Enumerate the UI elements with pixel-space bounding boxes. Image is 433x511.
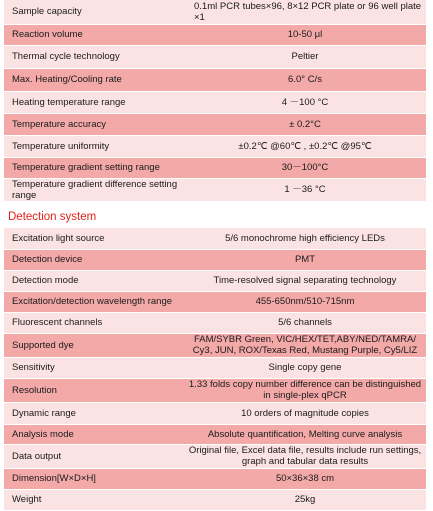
row-label: Dynamic range: [4, 402, 184, 424]
row-label: Resolution: [4, 378, 184, 402]
table-row: [4, 444, 426, 468]
row-label: Temperature gradient setting range: [4, 157, 184, 178]
row-value: 30－100°C: [184, 157, 426, 178]
row-value: Single copy gene: [184, 357, 426, 378]
table-row: [4, 68, 426, 91]
table-row: [4, 228, 426, 249]
table-row: [4, 178, 426, 201]
row-value: 5/6 monochrome high efficiency LEDs: [184, 228, 426, 249]
row-value: ± 0.2°C: [184, 113, 426, 135]
section-title: Detection system: [8, 211, 97, 223]
row-label: Supported dye: [4, 333, 184, 357]
row-label: Excitation light source: [4, 228, 184, 249]
row-label: Excitation/detection wavelength range: [4, 291, 184, 312]
row-label: Temperature accuracy: [4, 113, 184, 135]
row-label: Temperature gradient difference setting range: [4, 178, 184, 201]
row-label: Dimension[W×D×H]: [4, 468, 184, 489]
row-value: PMT: [184, 249, 426, 270]
detection-table: [4, 228, 426, 511]
table-row: [4, 312, 426, 333]
row-value: 455-650nm/510-715nm: [184, 291, 426, 312]
row-label: Fluorescent channels: [4, 312, 184, 333]
table-row: [4, 45, 426, 68]
row-value: Original file, Excel data file, results include run settings, graph and tabular data results: [184, 444, 426, 468]
table-row: [4, 24, 426, 45]
row-label: Detection mode: [4, 270, 184, 291]
table-row: [4, 91, 426, 113]
row-label: Weight: [4, 489, 184, 510]
row-label: Data output: [4, 444, 184, 468]
row-value: Time-resolved signal separating technology: [184, 270, 426, 291]
row-value: 10 orders of magnitude copies: [184, 402, 426, 424]
row-label: Max. Heating/Cooling rate: [4, 68, 184, 91]
row-value: 25kg: [184, 489, 426, 510]
row-label: Heating temperature range: [4, 91, 184, 113]
table-row: [4, 489, 426, 510]
table-row: [4, 135, 426, 157]
row-label: Analysis mode: [4, 424, 184, 444]
table-row: [4, 402, 426, 424]
row-value: 0.1ml PCR tubes×96, 8×12 PCR plate or 96 well plate ×1: [184, 0, 426, 24]
table-row: [4, 333, 426, 357]
row-value: 4 －100 °C: [184, 91, 426, 113]
table-row: [4, 378, 426, 402]
row-value: 1 －36 °C: [184, 178, 426, 201]
table-row: [4, 157, 426, 178]
row-label: Detection device: [4, 249, 184, 270]
table-row: [4, 357, 426, 378]
row-label: Thermal cycle technology: [4, 45, 184, 68]
row-value: 5/6 channels: [184, 312, 426, 333]
row-value: ±0.2℃ @60℃ , ±0.2℃ @95℃: [184, 135, 426, 157]
spec-table: [4, 0, 426, 202]
row-value: 10-50 μl: [184, 24, 426, 45]
table-row: [4, 0, 426, 24]
row-label: Sample capacity: [4, 0, 184, 24]
table-row: [4, 468, 426, 489]
row-value: 50×36×38 cm: [184, 468, 426, 489]
table-row: [4, 291, 426, 312]
table-row: [4, 113, 426, 135]
row-label: Sensitivity: [4, 357, 184, 378]
row-value: 6.0° C/s: [184, 68, 426, 91]
row-value: Peltier: [184, 45, 426, 68]
row-value: FAM/SYBR Green, VIC/HEX/TET,ABY/NED/TAMRA/ Cy3, JUN, ROX/Texas Red, Mustang Purple, Cy5/LIZ: [184, 333, 426, 357]
table-row: [4, 270, 426, 291]
table-row: [4, 249, 426, 270]
row-value: 1.33 folds copy number difference can be distinguished in single-plex qPCR: [184, 378, 426, 402]
row-label: Reaction volume: [4, 24, 184, 45]
row-value: Absolute quantification, Melting curve analysis: [184, 424, 426, 444]
table-row: [4, 424, 426, 444]
row-label: Temperature uniformity: [4, 135, 184, 157]
